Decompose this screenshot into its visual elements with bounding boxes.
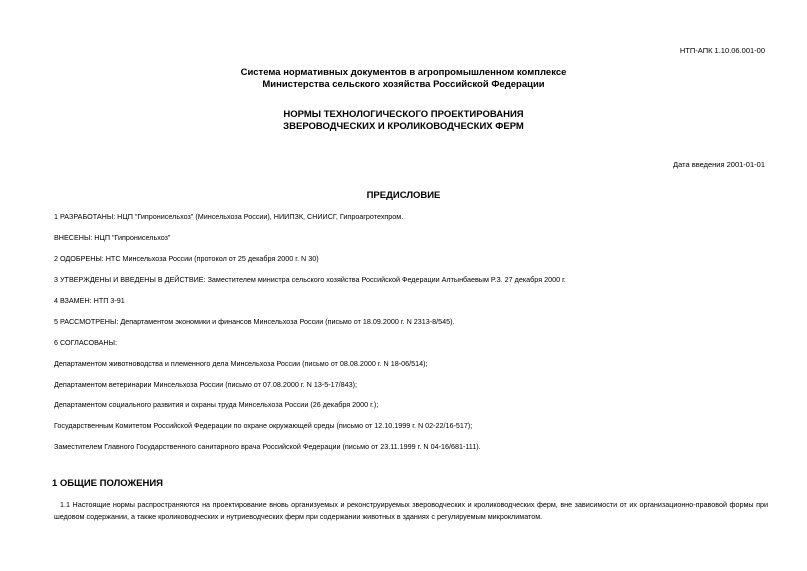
agreement-sanitary-doctor: Заместителем Главного Государственного санитарного врача Российской Федерации (письмо от 23.11.1999 г. N 04-16/681-111). <box>54 442 481 451</box>
document-code: НТП-АПК 1.10.06.001-00 <box>679 46 765 55</box>
document-title-line-1: НОРМЫ ТЕХНОЛОГИЧЕСКОГО ПРОЕКТИРОВАНИЯ <box>283 109 524 120</box>
introduction-date: Дата введения 2001-01-01 <box>673 160 765 169</box>
agreement-social-dept: Департаментом социального развития и охраны труда Минсельхоза России (26 декабря 2000 г.); <box>54 400 379 409</box>
agreement-environment-committee: Государственным Комитетом Российской Федерации по охране окружающей среды (письмо от 12.10.1999 г. N 02-22/16-517); <box>54 421 473 430</box>
agreement-livestock-dept: Департаментом животноводства и племенного дела Минсельхоза России (письмо от 08.08.2000 г. N 18-06/514); <box>54 359 428 368</box>
system-title-line-1: Система нормативных документов в агропромышленном комплексе <box>240 67 567 78</box>
preface-item-enacted: 3 УТВЕРЖДЕНЫ И ВВЕДЕНЫ В ДЕЙСТВИЕ: Заместителем министра сельского хозяйства Российской Федерации Алтынбаевым Р.З. 27 декабря 2000 г. <box>54 275 566 284</box>
section-paragraph-1-1: 1.1 Настоящие нормы распространяются на проектирование вновь организуемых и реконструируемых звероводческих и кролиководческих ферм, вне зависимости от их организационно-правовой формы при шедовом содержании, а также кролиководческих и нутриеводческих ферм при содержании животных в зданиях с регулируемым микроклиматом. <box>54 500 768 521</box>
preface-item-approved: 2 ОДОБРЕНЫ: НТС Минсельхоза России (протокол от 25 декабря 2000 г. N 30) <box>54 254 319 263</box>
preface-heading: ПРЕДИСЛОВИЕ <box>366 190 441 201</box>
document-title-line-2: ЗВЕРОВОДЧЕСКИХ И КРОЛИКОВОДЧЕСКИХ ФЕРМ <box>283 121 524 132</box>
preface-item-replaces: 4 ВЗАМЕН: НТП 3-91 <box>54 296 125 305</box>
preface-item-developed: 1 РАЗРАБОТАНЫ: НЦП "Гипронисельхоз" (Минсельхоза России), НИИПЗК, СНИИСГ, Гипроагротехпром. <box>54 212 404 221</box>
document-title <box>0 109 807 133</box>
section-heading-general: 1 ОБЩИЕ ПОЛОЖЕНИЯ <box>52 478 163 489</box>
agreement-veterinary-dept: Департаментом ветеринарии Минсельхоза России (письмо от 07.08.2000 г. N 13-5-17/843); <box>54 380 357 389</box>
system-title <box>0 67 807 91</box>
preface-item-reviewed: 5 РАССМОТРЕНЫ: Департаментом экономики и финансов Минсельхоза России (письмо от 18.09.2000 г. N 2313-8/545). <box>54 317 455 326</box>
preface-item-agreed: 6 СОГЛАСОВАНЫ: <box>54 338 117 347</box>
preface-item-submitted: ВНЕСЕНЫ: НЦП "Гипронисельхоз" <box>54 233 171 242</box>
system-title-line-2: Министерства сельского хозяйства Российской Федерации <box>262 79 545 90</box>
